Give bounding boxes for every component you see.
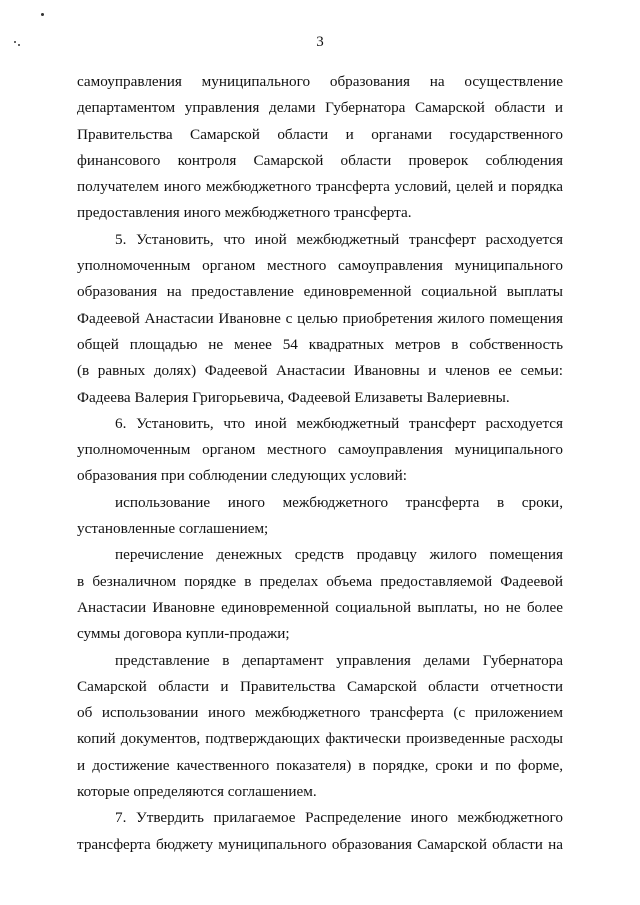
text-line: копий документов, подтверждающих фактически произведенные расходы	[77, 730, 563, 748]
text-line: представление в департамент управления делами Губернатора	[115, 651, 563, 669]
text-line: Фадеевой Анастасии Ивановне с целью приобретения жилого помещения	[77, 309, 563, 327]
text-line: общей площадью не менее 54 квадратных метров в собственность	[77, 335, 563, 353]
text-line: установленные соглашением;	[77, 520, 269, 538]
text-line: об использовании иного межбюджетного трансферта (с приложением	[77, 704, 563, 722]
text-line: в безналичном порядке в пределах объема предоставляемой Фадеевой	[77, 572, 563, 590]
text-line: 7. Утвердить прилагаемое Распределение иного межбюджетного	[115, 809, 563, 827]
text-line: 5. Установить, что иной межбюджетный трансферт расходуется	[115, 230, 563, 248]
text-line: суммы договора купли-продажи;	[77, 625, 290, 643]
text-line: Фадеева Валерия Григорьевича, Фадеевой Елизаветы Валериевны.	[77, 388, 510, 406]
text-line: предоставления иного межбюджетного трансферта.	[77, 204, 412, 222]
text-line: перечисление денежных средств продавцу жилого помещения	[115, 546, 563, 564]
text-line: трансферта бюджету муниципального образования Самарской области на	[77, 835, 563, 853]
text-line: Анастасии Ивановне единовременной социальной выплаты, но не более	[77, 598, 563, 616]
text-line: которые определяются соглашением.	[77, 783, 317, 801]
text-line: финансового контроля Самарской области проверок соблюдения	[77, 151, 563, 169]
text-line: уполномоченным органом местного самоуправления муниципального	[77, 441, 563, 459]
text-line: (в равных долях) Фадеевой Анастасии Ивановны и членов ее семьи:	[77, 362, 563, 380]
text-line: Правительства Самарской области и органами государственного	[77, 125, 563, 143]
text-line: департаментом управления делами Губернатора Самарской области и	[77, 99, 563, 117]
page-number: 3	[316, 34, 324, 50]
text-line: самоуправления муниципального образования на осуществление	[77, 73, 563, 90]
text-line: получателем иного межбюджетного трансферта условий, целей и порядка	[77, 178, 563, 196]
text-line: образования при соблюдении следующих условий:	[77, 467, 407, 485]
text-line: уполномоченным органом местного самоуправления муниципального	[77, 257, 563, 275]
text-line: Самарской области и Правительства Самарской области отчетности	[77, 677, 563, 695]
text-line: и достижение качественного показателя) в порядке, сроки и по форме,	[77, 756, 563, 774]
scan-speck	[41, 13, 44, 16]
text-line: 6. Установить, что иной межбюджетный трансферт расходуется	[115, 414, 563, 432]
document-body	[77, 69, 563, 858]
text-line: использование иного межбюджетного трансферта в сроки,	[115, 493, 563, 511]
text-line: образования на предоставление единовременной социальной выплаты	[77, 283, 563, 301]
